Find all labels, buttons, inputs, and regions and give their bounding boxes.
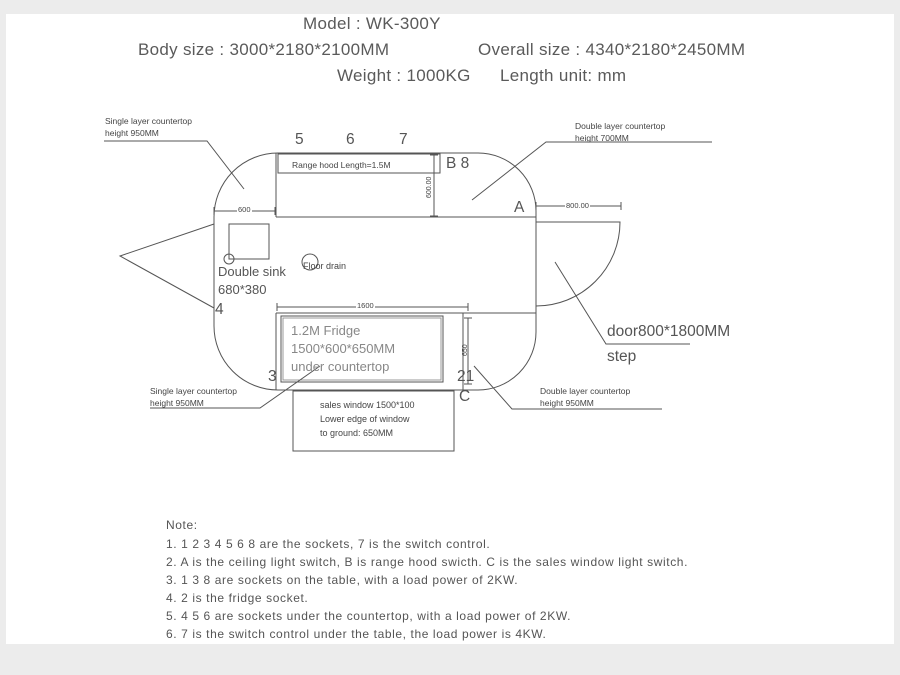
body-size: Body size : 3000*2180*2100MM: [138, 40, 390, 59]
socket-4-marker: 4: [215, 301, 224, 318]
dim-800: 800.00: [566, 201, 589, 210]
note-item: 5. 4 5 6 are sockets under the countertop, with a load power of 2KW.: [166, 609, 572, 623]
socket-5-marker: 5: [295, 131, 304, 148]
switch-7-marker: 7: [399, 131, 408, 148]
length-unit: Length unit: mm: [500, 66, 627, 85]
double-top-label-2: height 700MM: [575, 133, 629, 143]
dim-600-horizontal: 600: [238, 205, 251, 214]
sink-label-2: 680*380: [218, 282, 267, 297]
fridge-label-2: 1500*600*650MM: [291, 341, 396, 356]
socket-3-marker: 3: [268, 368, 277, 385]
single-bottom-label-2: height 950MM: [150, 398, 204, 408]
door-label: door800*1800MM: [607, 323, 731, 340]
note-item: 4. 2 is the fridge socket.: [166, 591, 309, 605]
single-bottom-label-1: Single layer countertop: [150, 386, 237, 396]
double-sink-box: [229, 224, 269, 259]
sales-window-label-2: Lower edge of window: [320, 414, 410, 424]
note-item: 6. 7 is the switch control under the table, the load power is 4KW.: [166, 627, 547, 641]
double-bottom-label-2: height 950MM: [540, 398, 594, 408]
leader-double-top: [472, 142, 712, 200]
dim-1600: 1600: [357, 301, 374, 310]
range-hood-label: Range hood Length=1.5M: [292, 160, 391, 170]
floor-drain-label: Floor drain: [303, 261, 347, 271]
weight: Weight : 1000KG: [337, 66, 471, 85]
single-top-label-2: height 950MM: [105, 128, 159, 138]
double-bottom-label-1: Double layer countertop: [540, 386, 631, 396]
note-title: Note:: [166, 518, 198, 532]
switch-c-marker: C: [459, 388, 471, 405]
door-swing: [536, 222, 620, 306]
dim-650: 650: [462, 344, 469, 356]
note-item: 1. 1 2 3 4 5 6 8 are the sockets, 7 is the switch control.: [166, 537, 491, 551]
model-title: Model : WK-300Y: [303, 14, 441, 33]
switch-a-marker: A: [514, 199, 525, 216]
sales-window-label-1: sales window 1500*100: [320, 400, 415, 410]
note-item: 3. 1 3 8 are sockets on the table, with a load power of 2KW.: [166, 573, 519, 587]
fridge-label-3: under countertop: [291, 359, 390, 374]
note-item: 2. A is the ceiling light switch, B is range hood swicth. C is the sales window light switch.: [166, 555, 689, 569]
leader-single-top: [104, 141, 244, 189]
switch-b-socket-8-marker: B 8: [446, 155, 470, 172]
overall-size: Overall size : 4340*2180*2450MM: [478, 40, 746, 59]
dim-600-vertical: 600.00: [426, 176, 433, 198]
socket-6-marker: 6: [346, 131, 355, 148]
socket-2-1-marker: 21: [457, 368, 475, 385]
sink-label-1: Double sink: [218, 264, 286, 279]
single-top-label-1: Single layer countertop: [105, 116, 192, 126]
fridge-label-1: 1.2M Fridge: [291, 323, 361, 338]
step-label: step: [607, 348, 637, 365]
sales-window-label-3: to ground: 650MM: [320, 428, 394, 438]
tow-hitch: [120, 224, 214, 308]
double-top-label-1: Double layer countertop: [575, 121, 666, 131]
